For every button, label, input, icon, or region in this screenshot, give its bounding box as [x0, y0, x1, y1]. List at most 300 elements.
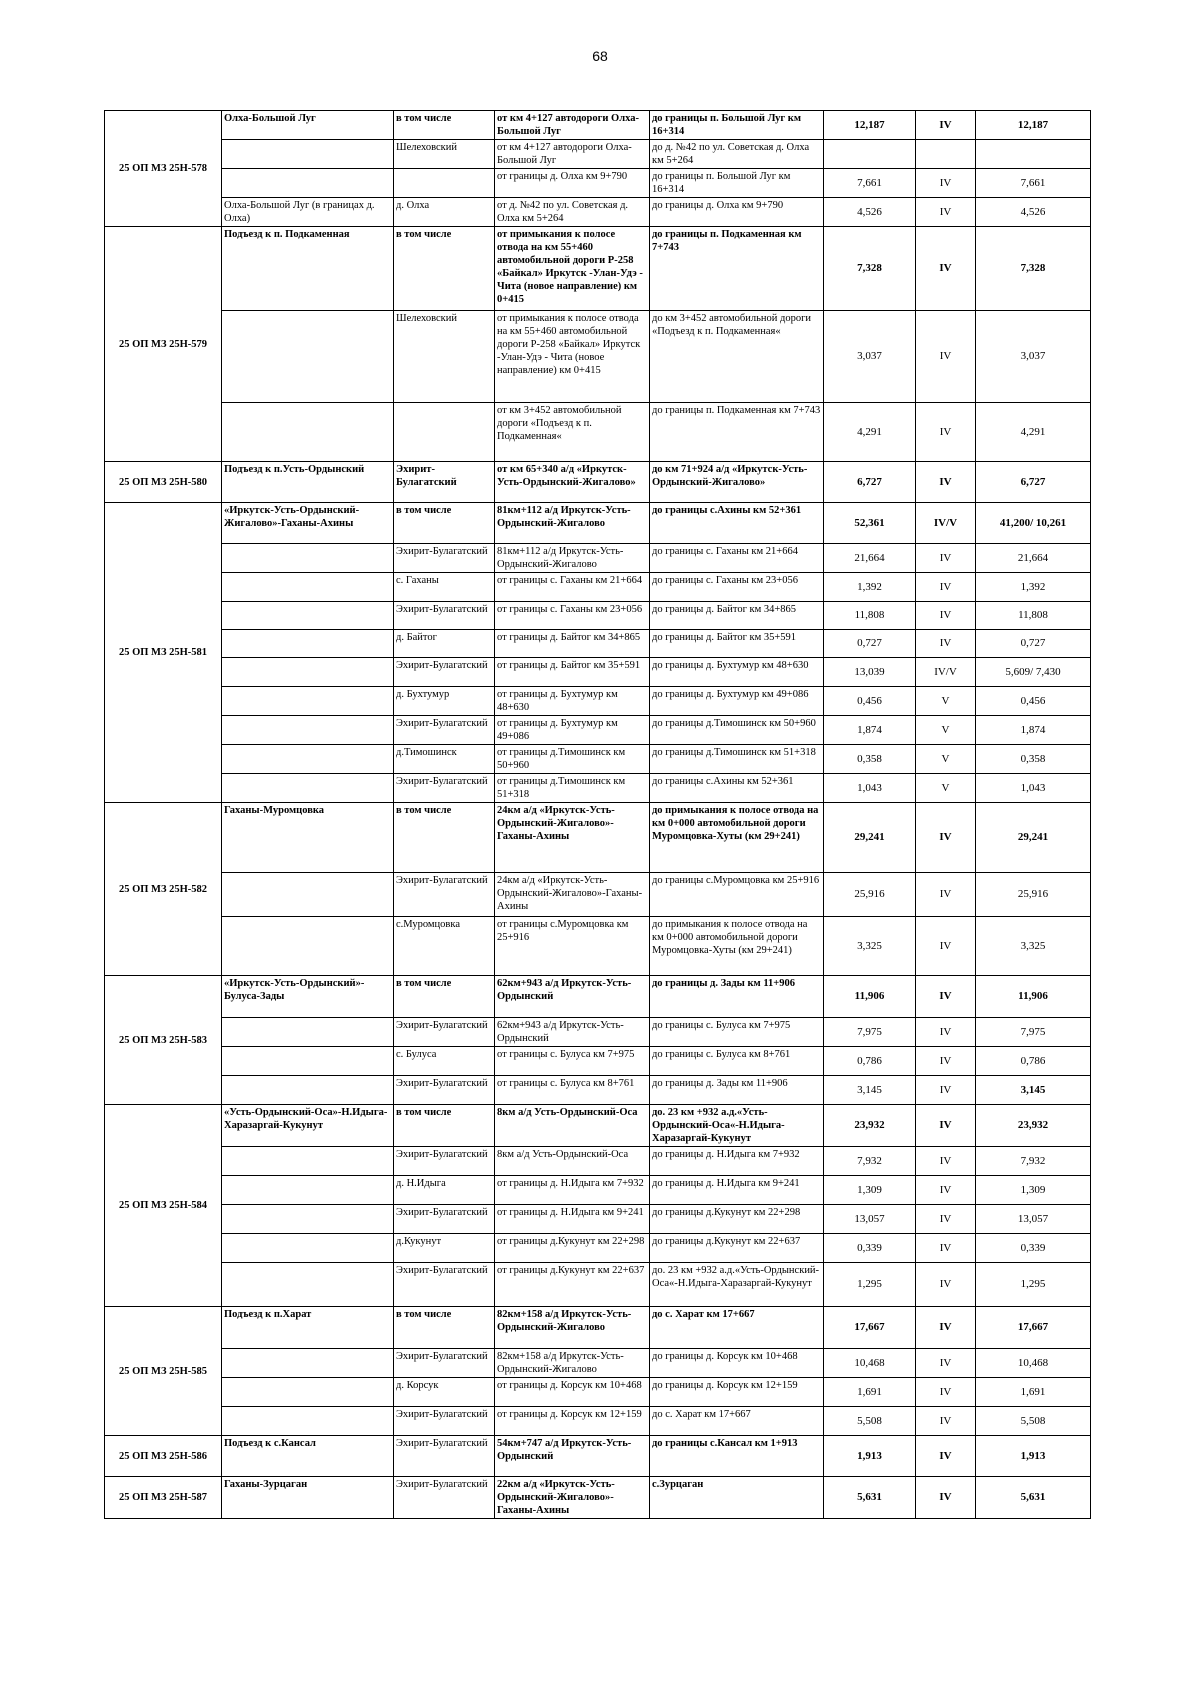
road-name-cell [222, 1234, 394, 1263]
length-by-category-cell [976, 140, 1091, 169]
length-by-category-cell: 29,241 [976, 803, 1091, 873]
table-row [105, 462, 1091, 503]
from-cell: 22км а/д «Иркутск-Усть-Ордынский-Жигалово»-Гаханы-Ахины [495, 1477, 650, 1519]
category-cell: IV [916, 227, 976, 311]
category-cell: IV [916, 917, 976, 976]
length-by-category-cell: 7,328 [976, 227, 1091, 311]
to-cell: до границы с. Булуса км 8+761 [650, 1047, 824, 1076]
road-code-cell: 25 ОП МЗ 25Н-582 [105, 803, 222, 976]
roads-table [104, 110, 1091, 1519]
length-by-category-cell: 10,468 [976, 1349, 1091, 1378]
district-cell: в том числе [394, 227, 495, 311]
to-cell: до границы п. Большой Луг км 16+314 [650, 111, 824, 140]
road-name-cell [222, 1407, 394, 1436]
length-cell: 23,932 [824, 1105, 916, 1147]
length-by-category-cell: 0,786 [976, 1047, 1091, 1076]
length-cell: 1,691 [824, 1378, 916, 1407]
from-cell: от границы д. Байтог км 35+591 [495, 658, 650, 687]
table-row [105, 1234, 1091, 1263]
length-cell: 4,526 [824, 198, 916, 227]
to-cell: до границы д.Тимошинск км 50+960 [650, 716, 824, 745]
length-by-category-cell: 41,200/ 10,261 [976, 503, 1091, 544]
category-cell: IV [916, 1105, 976, 1147]
table-row [105, 1307, 1091, 1349]
length-cell: 1,392 [824, 573, 916, 602]
district-cell: с. Булуса [394, 1047, 495, 1076]
district-cell: в том числе [394, 976, 495, 1018]
table-row [105, 227, 1091, 311]
from-cell: 62км+943 а/д Иркутск-Усть-Ордынский [495, 1018, 650, 1047]
to-cell: до границы д. Байтог км 34+865 [650, 602, 824, 630]
district-cell: Эхирит-Булагатский [394, 1076, 495, 1105]
length-by-category-cell: 17,667 [976, 1307, 1091, 1349]
road-name-cell [222, 403, 394, 462]
length-by-category-cell: 7,932 [976, 1147, 1091, 1176]
table-row [105, 917, 1091, 976]
to-cell: до д. №42 по ул. Советская д. Олха км 5+264 [650, 140, 824, 169]
table-row [105, 1147, 1091, 1176]
from-cell: от границы д. Корсук км 10+468 [495, 1378, 650, 1407]
from-cell: 82км+158 а/д Иркутск-Усть-Ордынский-Жигалово [495, 1307, 650, 1349]
table-row [105, 1047, 1091, 1076]
district-cell: Эхирит-Булагатский [394, 544, 495, 573]
district-cell: д. Корсук [394, 1378, 495, 1407]
length-by-category-cell: 1,691 [976, 1378, 1091, 1407]
district-cell [394, 403, 495, 462]
to-cell: до границы д. Н.Идыга км 7+932 [650, 1147, 824, 1176]
to-cell: до границы п. Подкаменная км 7+743 [650, 403, 824, 462]
road-code-cell: 25 ОП МЗ 25Н-584 [105, 1105, 222, 1307]
district-cell: Шелеховский [394, 311, 495, 403]
road-name-cell [222, 1349, 394, 1378]
from-cell: 8км а/д Усть-Ордынский-Оса [495, 1105, 650, 1147]
category-cell: IV/V [916, 658, 976, 687]
district-cell: Эхирит-Булагатский [394, 774, 495, 803]
length-by-category-cell: 7,975 [976, 1018, 1091, 1047]
district-cell: Эхирит-Булагатский [394, 462, 495, 503]
category-cell: IV [916, 873, 976, 917]
table-row [105, 503, 1091, 544]
table-row [105, 602, 1091, 630]
from-cell: от км 4+127 автодороги Олха-Большой Луг [495, 140, 650, 169]
road-code-cell: 25 ОП МЗ 25Н-580 [105, 462, 222, 503]
from-cell: 81км+112 а/д Иркутск-Усть-Ордынский-Жигалово [495, 544, 650, 573]
length-cell: 7,661 [824, 169, 916, 198]
from-cell: от км 3+452 автомобильной дороги «Подъезд к п. Подкаменная« [495, 403, 650, 462]
to-cell: до границы д. Корсук км 12+159 [650, 1378, 824, 1407]
length-cell: 1,309 [824, 1176, 916, 1205]
category-cell: IV [916, 602, 976, 630]
district-cell: д. Олха [394, 198, 495, 227]
category-cell: IV [916, 573, 976, 602]
road-name-cell [222, 687, 394, 716]
district-cell: Эхирит-Булагатский [394, 1147, 495, 1176]
from-cell: от границы д.Тимошинск км 51+318 [495, 774, 650, 803]
from-cell: от границы д. Н.Идыга км 7+932 [495, 1176, 650, 1205]
to-cell: до с. Харат км 17+667 [650, 1407, 824, 1436]
from-cell: 24км а/д «Иркутск-Усть-Ордынский-Жигалово»-Гаханы-Ахины [495, 803, 650, 873]
to-cell: до границы д.Кукунут км 22+298 [650, 1205, 824, 1234]
category-cell: V [916, 774, 976, 803]
district-cell: Эхирит-Булагатский [394, 716, 495, 745]
to-cell: до примыкания к полосе отвода на км 0+000 автомобильной дороги Муромцовка-Хуты (км 29+241) [650, 803, 824, 873]
table-row [105, 976, 1091, 1018]
category-cell: IV [916, 1047, 976, 1076]
length-cell: 29,241 [824, 803, 916, 873]
district-cell [394, 169, 495, 198]
to-cell: до. 23 км +932 а.д.«Усть-Ордынский-Оса«-Н.Идыга-Харазаргай-Кукунут [650, 1105, 824, 1147]
to-cell: до границы с.Кансал км 1+913 [650, 1436, 824, 1477]
category-cell: IV [916, 169, 976, 198]
category-cell: IV [916, 111, 976, 140]
district-cell: д. Н.Идыга [394, 1176, 495, 1205]
district-cell: в том числе [394, 1307, 495, 1349]
table-row [105, 403, 1091, 462]
length-by-category-cell: 12,187 [976, 111, 1091, 140]
category-cell: IV [916, 630, 976, 658]
road-code-cell: 25 ОП МЗ 25Н-578 [105, 111, 222, 227]
road-code-cell: 25 ОП МЗ 25Н-585 [105, 1307, 222, 1436]
page-number: 68 [592, 48, 608, 64]
road-name-cell: Подъезд к с.Кансал [222, 1436, 394, 1477]
length-cell: 0,456 [824, 687, 916, 716]
road-name-cell: Подъезд к п.Харат [222, 1307, 394, 1349]
from-cell: от км 4+127 автодороги Олха-Большой Луг [495, 111, 650, 140]
category-cell: IV [916, 403, 976, 462]
length-by-category-cell: 3,325 [976, 917, 1091, 976]
length-cell: 25,916 [824, 873, 916, 917]
length-by-category-cell: 1,874 [976, 716, 1091, 745]
length-by-category-cell: 4,291 [976, 403, 1091, 462]
road-code-cell: 25 ОП МЗ 25Н-587 [105, 1477, 222, 1519]
length-cell: 11,906 [824, 976, 916, 1018]
road-name-cell [222, 1176, 394, 1205]
from-cell: от границы д.Тимошинск км 50+960 [495, 745, 650, 774]
table-row [105, 311, 1091, 403]
table-row [105, 573, 1091, 602]
length-cell: 1,295 [824, 1263, 916, 1307]
district-cell: Шелеховский [394, 140, 495, 169]
length-cell: 1,874 [824, 716, 916, 745]
road-name-cell: «Иркутск-Усть-Ордынский-Жигалово»-Гаханы-Ахины [222, 503, 394, 544]
category-cell: IV/V [916, 503, 976, 544]
length-cell: 3,145 [824, 1076, 916, 1105]
road-code-cell: 25 ОП МЗ 25Н-583 [105, 976, 222, 1105]
table-row [105, 658, 1091, 687]
length-by-category-cell: 1,043 [976, 774, 1091, 803]
district-cell: с. Гаханы [394, 573, 495, 602]
table-row [105, 1436, 1091, 1477]
from-cell: 54км+747 а/д Иркутск-Усть-Ордынский [495, 1436, 650, 1477]
table-row [105, 544, 1091, 573]
road-code-cell: 25 ОП МЗ 25Н-586 [105, 1436, 222, 1477]
from-cell: от границы д. Н.Идыга км 9+241 [495, 1205, 650, 1234]
category-cell: IV [916, 1147, 976, 1176]
road-name-cell [222, 1147, 394, 1176]
table-row [105, 169, 1091, 198]
to-cell: до границы с. Булуса км 7+975 [650, 1018, 824, 1047]
category-cell: IV [916, 1263, 976, 1307]
category-cell [916, 140, 976, 169]
length-cell: 13,057 [824, 1205, 916, 1234]
table-row [105, 198, 1091, 227]
length-cell: 11,808 [824, 602, 916, 630]
length-cell: 3,037 [824, 311, 916, 403]
category-cell: IV [916, 1018, 976, 1047]
district-cell: Эхирит-Булагатский [394, 658, 495, 687]
length-cell: 13,039 [824, 658, 916, 687]
to-cell: до границы д. Н.Идыга км 9+241 [650, 1176, 824, 1205]
road-name-cell [222, 140, 394, 169]
length-cell [824, 140, 916, 169]
length-cell: 7,932 [824, 1147, 916, 1176]
length-by-category-cell: 4,526 [976, 198, 1091, 227]
length-by-category-cell: 0,456 [976, 687, 1091, 716]
length-cell: 6,727 [824, 462, 916, 503]
table-row [105, 1407, 1091, 1436]
district-cell: в том числе [394, 1105, 495, 1147]
table-row [105, 1076, 1091, 1105]
table-row [105, 1105, 1091, 1147]
road-name-cell [222, 573, 394, 602]
district-cell: д.Тимошинск [394, 745, 495, 774]
length-by-category-cell: 0,358 [976, 745, 1091, 774]
road-name-cell [222, 745, 394, 774]
from-cell: от границы д.Кукунут км 22+637 [495, 1263, 650, 1307]
length-by-category-cell: 6,727 [976, 462, 1091, 503]
district-cell: д.Кукунут [394, 1234, 495, 1263]
length-cell: 3,325 [824, 917, 916, 976]
table-row [105, 687, 1091, 716]
table-row [105, 774, 1091, 803]
category-cell: IV [916, 1477, 976, 1519]
table-row [105, 630, 1091, 658]
road-name-cell [222, 169, 394, 198]
district-cell: д. Бухтумур [394, 687, 495, 716]
length-cell: 1,043 [824, 774, 916, 803]
length-by-category-cell: 21,664 [976, 544, 1091, 573]
from-cell: от границы д. Байтог км 34+865 [495, 630, 650, 658]
length-by-category-cell: 7,661 [976, 169, 1091, 198]
category-cell: IV [916, 1234, 976, 1263]
district-cell: Эхирит-Булагатский [394, 1407, 495, 1436]
length-by-category-cell: 13,057 [976, 1205, 1091, 1234]
length-cell: 0,727 [824, 630, 916, 658]
road-name-cell [222, 1378, 394, 1407]
road-name-cell [222, 1047, 394, 1076]
road-name-cell [222, 630, 394, 658]
length-by-category-cell: 25,916 [976, 873, 1091, 917]
category-cell: IV [916, 1407, 976, 1436]
to-cell: до границы п. Подкаменная км 7+743 [650, 227, 824, 311]
district-cell: Эхирит-Булагатский [394, 1349, 495, 1378]
from-cell: от границы с.Муромцовка км 25+916 [495, 917, 650, 976]
category-cell: IV [916, 462, 976, 503]
from-cell: от км 65+340 а/д «Иркутск-Усть-Ордынский-Жигалово» [495, 462, 650, 503]
to-cell: до границы д. Зады км 11+906 [650, 976, 824, 1018]
category-cell: IV [916, 311, 976, 403]
length-by-category-cell: 0,339 [976, 1234, 1091, 1263]
category-cell: IV [916, 1176, 976, 1205]
to-cell: до границы д. Олха км 9+790 [650, 198, 824, 227]
road-name-cell [222, 658, 394, 687]
road-name-cell: «Усть-Ордынский-Оса»-Н.Идыга-Харазаргай-Кукунут [222, 1105, 394, 1147]
district-cell: Эхирит-Булагатский [394, 1018, 495, 1047]
from-cell: от границы с. Гаханы км 23+056 [495, 602, 650, 630]
to-cell: до границы с. Гаханы км 21+664 [650, 544, 824, 573]
to-cell: до границы с.Ахины км 52+361 [650, 774, 824, 803]
from-cell: от примыкания к полосе отвода на км 55+460 автомобильной дороги Р-258 «Байкал» Иркутск -Улан-Удэ - Чита (новое направление) км 0+415 [495, 311, 650, 403]
length-by-category-cell: 5,609/ 7,430 [976, 658, 1091, 687]
from-cell: от границы с. Булуса км 8+761 [495, 1076, 650, 1105]
from-cell: 81км+112 а/д Иркутск-Усть-Ордынский-Жигалово [495, 503, 650, 544]
road-name-cell: Подъезд к п.Усть-Ордынский [222, 462, 394, 503]
length-by-category-cell: 23,932 [976, 1105, 1091, 1147]
length-cell: 52,361 [824, 503, 916, 544]
table-row [105, 1378, 1091, 1407]
from-cell: от границы д.Кукунут км 22+298 [495, 1234, 650, 1263]
to-cell: до границы д. Бухтумур км 48+630 [650, 658, 824, 687]
road-name-cell [222, 1076, 394, 1105]
to-cell: до км 3+452 автомобильной дороги «Подъезд к п. Подкаменная« [650, 311, 824, 403]
category-cell: IV [916, 544, 976, 573]
to-cell: до с. Харат км 17+667 [650, 1307, 824, 1349]
from-cell: 8км а/д Усть-Ордынский-Оса [495, 1147, 650, 1176]
table-row [105, 1349, 1091, 1378]
category-cell: IV [916, 1076, 976, 1105]
from-cell: 62км+943 а/д Иркутск-Усть-Ордынский [495, 976, 650, 1018]
category-cell: IV [916, 803, 976, 873]
district-cell: Эхирит-Булагатский [394, 873, 495, 917]
to-cell: до примыкания к полосе отвода на км 0+000 автомобильной дороги Муромцовка-Хуты (км 29+241) [650, 917, 824, 976]
length-by-category-cell: 1,309 [976, 1176, 1091, 1205]
length-by-category-cell: 5,508 [976, 1407, 1091, 1436]
length-by-category-cell: 1,295 [976, 1263, 1091, 1307]
table-row [105, 873, 1091, 917]
district-cell: Эхирит-Булагатский [394, 1263, 495, 1307]
category-cell: V [916, 687, 976, 716]
length-by-category-cell: 0,727 [976, 630, 1091, 658]
category-cell: IV [916, 976, 976, 1018]
road-name-cell [222, 716, 394, 745]
road-name-cell: Олха-Большой Луг [222, 111, 394, 140]
road-name-cell [222, 1205, 394, 1234]
length-by-category-cell: 1,913 [976, 1436, 1091, 1477]
category-cell: IV [916, 1307, 976, 1349]
from-cell: от границы д. Бухтумур км 48+630 [495, 687, 650, 716]
table-row [105, 1205, 1091, 1234]
category-cell: IV [916, 198, 976, 227]
road-name-cell [222, 917, 394, 976]
length-cell: 0,339 [824, 1234, 916, 1263]
road-name-cell: Подъезд к п. Подкаменная [222, 227, 394, 311]
from-cell: 82км+158 а/д Иркутск-Усть-Ордынский-Жигалово [495, 1349, 650, 1378]
table-row [105, 1263, 1091, 1307]
district-cell: в том числе [394, 503, 495, 544]
road-name-cell: «Иркутск-Усть-Ордынский»-Булуса-Зады [222, 976, 394, 1018]
roads-table-body [105, 111, 1091, 1519]
from-cell: от д. №42 по ул. Советская д. Олха км 5+264 [495, 198, 650, 227]
length-by-category-cell: 11,906 [976, 976, 1091, 1018]
length-by-category-cell: 3,145 [976, 1076, 1091, 1105]
length-by-category-cell: 1,392 [976, 573, 1091, 602]
table-row [105, 1477, 1091, 1519]
road-name-cell [222, 774, 394, 803]
category-cell: IV [916, 1378, 976, 1407]
from-cell: 24км а/д «Иркутск-Усть-Ордынский-Жигалово»-Гаханы-Ахины [495, 873, 650, 917]
to-cell: до границы д.Кукунут км 22+637 [650, 1234, 824, 1263]
length-cell: 7,975 [824, 1018, 916, 1047]
length-cell: 0,358 [824, 745, 916, 774]
district-cell: Эхирит-Булагатский [394, 1436, 495, 1477]
table-row [105, 745, 1091, 774]
length-by-category-cell: 5,631 [976, 1477, 1091, 1519]
table-row [105, 140, 1091, 169]
category-cell: V [916, 716, 976, 745]
to-cell: до границы д.Тимошинск км 51+318 [650, 745, 824, 774]
from-cell: от границы с. Булуса км 7+975 [495, 1047, 650, 1076]
road-name-cell [222, 544, 394, 573]
length-by-category-cell: 11,808 [976, 602, 1091, 630]
district-cell: Эхирит-Булагатский [394, 1205, 495, 1234]
length-cell: 1,913 [824, 1436, 916, 1477]
table-row [105, 1018, 1091, 1047]
to-cell: до границы д. Байтог км 35+591 [650, 630, 824, 658]
to-cell: до границы д. Бухтумур км 49+086 [650, 687, 824, 716]
length-cell: 7,328 [824, 227, 916, 311]
to-cell: до границы д. Корсук км 10+468 [650, 1349, 824, 1378]
category-cell: IV [916, 1436, 976, 1477]
district-cell: д. Байтог [394, 630, 495, 658]
from-cell: от границы д. Корсук км 12+159 [495, 1407, 650, 1436]
to-cell: до км 71+924 а/д «Иркутск-Усть-Ордынский-Жигалово» [650, 462, 824, 503]
from-cell: от границы д. Бухтумур км 49+086 [495, 716, 650, 745]
road-name-cell: Гаханы-Зурцаган [222, 1477, 394, 1519]
district-cell: Эхирит-Булагатский [394, 602, 495, 630]
category-cell: IV [916, 1205, 976, 1234]
length-cell: 21,664 [824, 544, 916, 573]
road-name-cell [222, 873, 394, 917]
length-cell: 17,667 [824, 1307, 916, 1349]
district-cell: с.Муромцовка [394, 917, 495, 976]
length-cell: 12,187 [824, 111, 916, 140]
length-cell: 5,508 [824, 1407, 916, 1436]
road-code-cell: 25 ОП МЗ 25Н-581 [105, 503, 222, 803]
from-cell: от границы д. Олха км 9+790 [495, 169, 650, 198]
road-name-cell [222, 602, 394, 630]
to-cell: до границы с. Гаханы км 23+056 [650, 573, 824, 602]
from-cell: от примыкания к полосе отвода на км 55+460 автомобильной дороги Р-258 «Байкал» Иркутск -Улан-Удэ - Чита (новое направление) км 0+415 [495, 227, 650, 311]
district-cell: в том числе [394, 803, 495, 873]
district-cell: Эхирит-Булагатский [394, 1477, 495, 1519]
to-cell: с.Зурцаган [650, 1477, 824, 1519]
to-cell: до границы п. Большой Луг км 16+314 [650, 169, 824, 198]
table-row [105, 1176, 1091, 1205]
road-name-cell [222, 1263, 394, 1307]
to-cell: до границы д. Зады км 11+906 [650, 1076, 824, 1105]
to-cell: до границы с.Ахины км 52+361 [650, 503, 824, 544]
category-cell: IV [916, 1349, 976, 1378]
road-name-cell: Олха-Большой Луг (в границах д. Олха) [222, 198, 394, 227]
length-cell: 0,786 [824, 1047, 916, 1076]
category-cell: V [916, 745, 976, 774]
district-cell: в том числе [394, 111, 495, 140]
road-name-cell: Гаханы-Муромцовка [222, 803, 394, 873]
table-row [105, 111, 1091, 140]
length-cell: 10,468 [824, 1349, 916, 1378]
road-name-cell [222, 1018, 394, 1047]
road-code-cell: 25 ОП МЗ 25Н-579 [105, 227, 222, 462]
